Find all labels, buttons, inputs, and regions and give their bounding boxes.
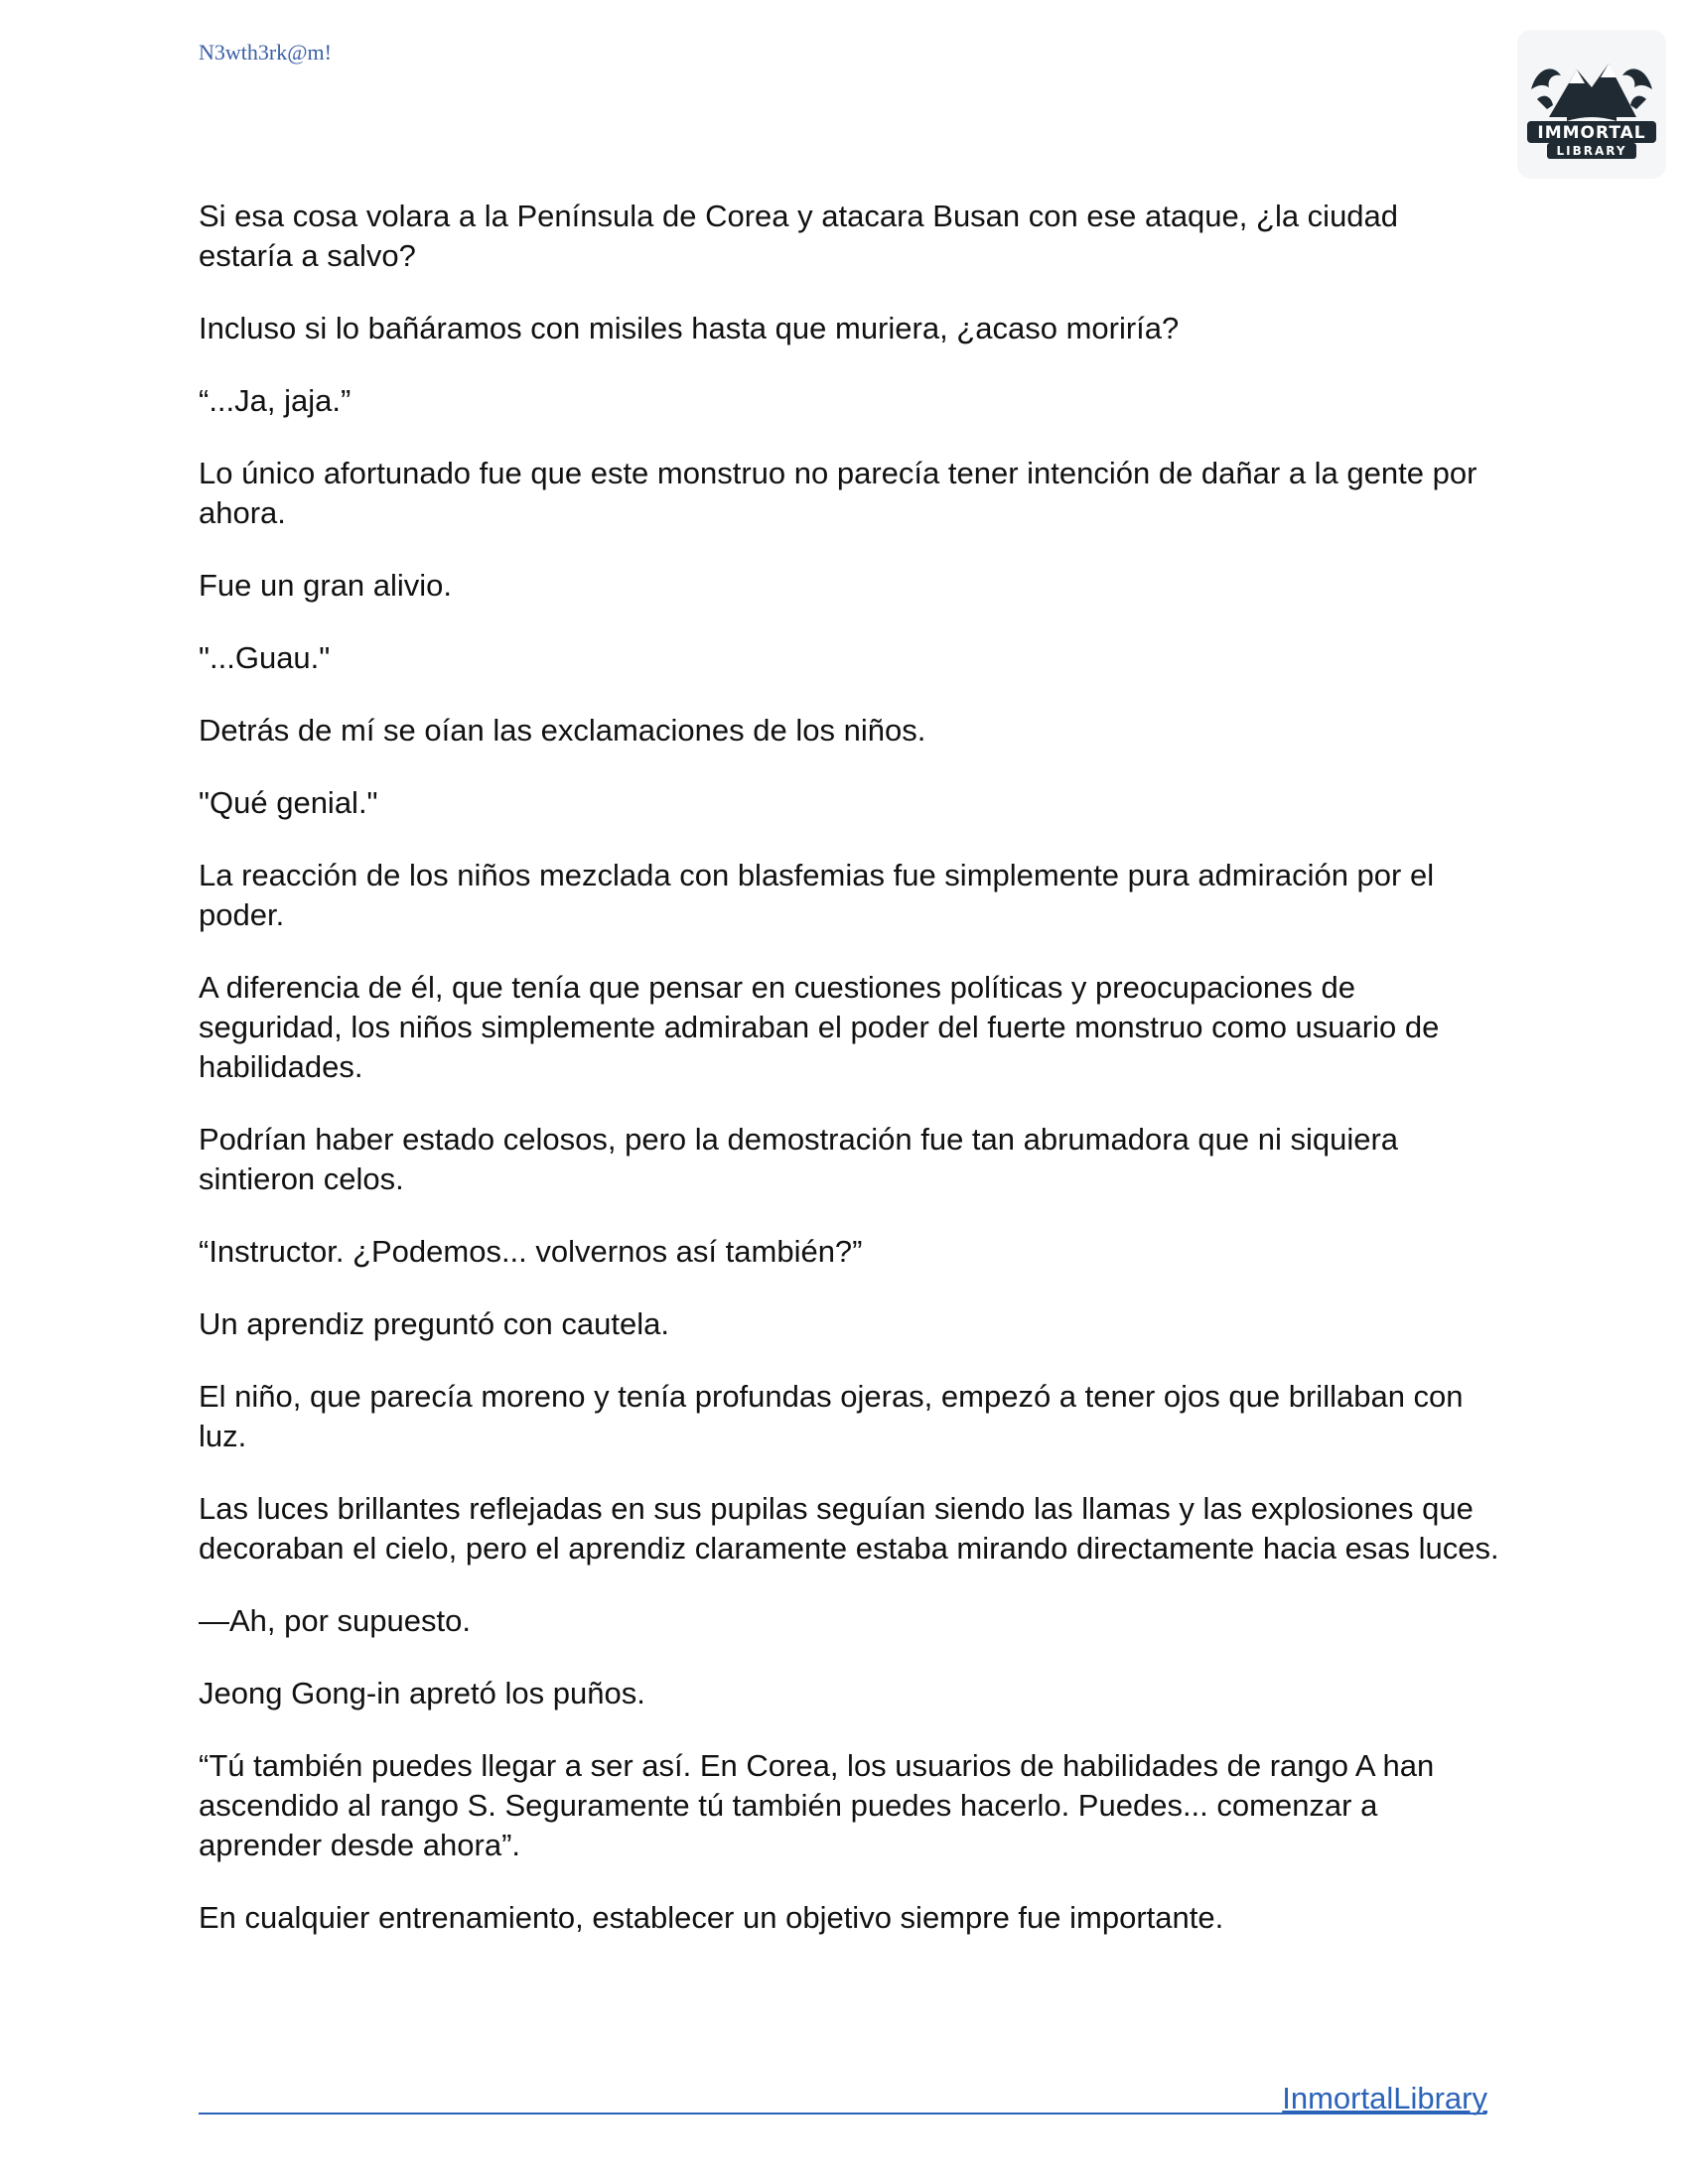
paragraph: Incluso si lo bañáramos con misiles hasta que muriera, ¿acaso moriría? [199, 311, 1180, 345]
paragraph: La reacción de los niños mezclada con blasfemias fue simplemente pura admiración por el poder. [199, 858, 1435, 932]
paragraph: "...Guau." [199, 640, 331, 675]
document-body [199, 197, 1499, 1971]
paragraph: Lo único afortunado fue que este monstruo no parecía tener intención de dañar a la gente por ahora. [199, 456, 1477, 530]
paragraph: Detrás de mí se oían las exclamaciones de los niños. [199, 713, 926, 748]
logo-line1: IMMORTAL [1537, 123, 1646, 143]
logo-line2: LIBRARY [1556, 144, 1627, 158]
paragraph: A diferencia de él, que tenía que pensar en cuestiones políticas y preocupaciones de seguridad, los niños simplemente admiraban el poder del fuerte monstruo como usuario de habilidades. [199, 970, 1440, 1084]
paragraph: Un aprendiz preguntó con cautela. [199, 1306, 669, 1341]
paragraph: “...Ja, jaja.” [199, 383, 352, 418]
paragraph: Las luces brillantes reflejadas en sus pupilas seguían siendo las llamas y las explosiones que decoraban el cielo, pero el aprendiz claramente estaba mirando directamente hacia esas luces. [199, 1491, 1499, 1566]
paragraph: "Qué genial." [199, 785, 378, 820]
paragraph: El niño, que parecía moreno y tenía profundas ojeras, empezó a tener ojos que brillaban con luz. [199, 1379, 1464, 1453]
paragraph: Podrían haber estado celosos, pero la demostración fue tan abrumadora que ni siquiera sintieron celos. [199, 1122, 1399, 1196]
footer-link[interactable]: InmortalLibrary [1282, 2081, 1487, 2116]
paragraph: Si esa cosa volara a la Península de Corea y atacara Busan con ese ataque, ¿la ciudad estaría a salvo? [199, 199, 1399, 273]
paragraph: “Instructor. ¿Podemos... volvernos así también?” [199, 1234, 863, 1269]
paragraph: En cualquier entrenamiento, establecer un objetivo siempre fue importante. [199, 1900, 1224, 1935]
immortal-library-logo [1517, 30, 1666, 179]
paragraph: —Ah, por supuesto. [199, 1603, 471, 1638]
paragraph: “Tú también puedes llegar a ser así. En Corea, los usuarios de habilidades de rango A han ascendido al rango S. Seguramente tú también puedes hacerlo. Puedes... comenzar a aprender desde ahora”. [199, 1748, 1435, 1862]
paragraph: Fue un gran alivio. [199, 568, 453, 603]
paragraph: Jeong Gong-in apretó los puños. [199, 1676, 645, 1710]
header-tag: N3wth3rk@m! [199, 40, 332, 65]
